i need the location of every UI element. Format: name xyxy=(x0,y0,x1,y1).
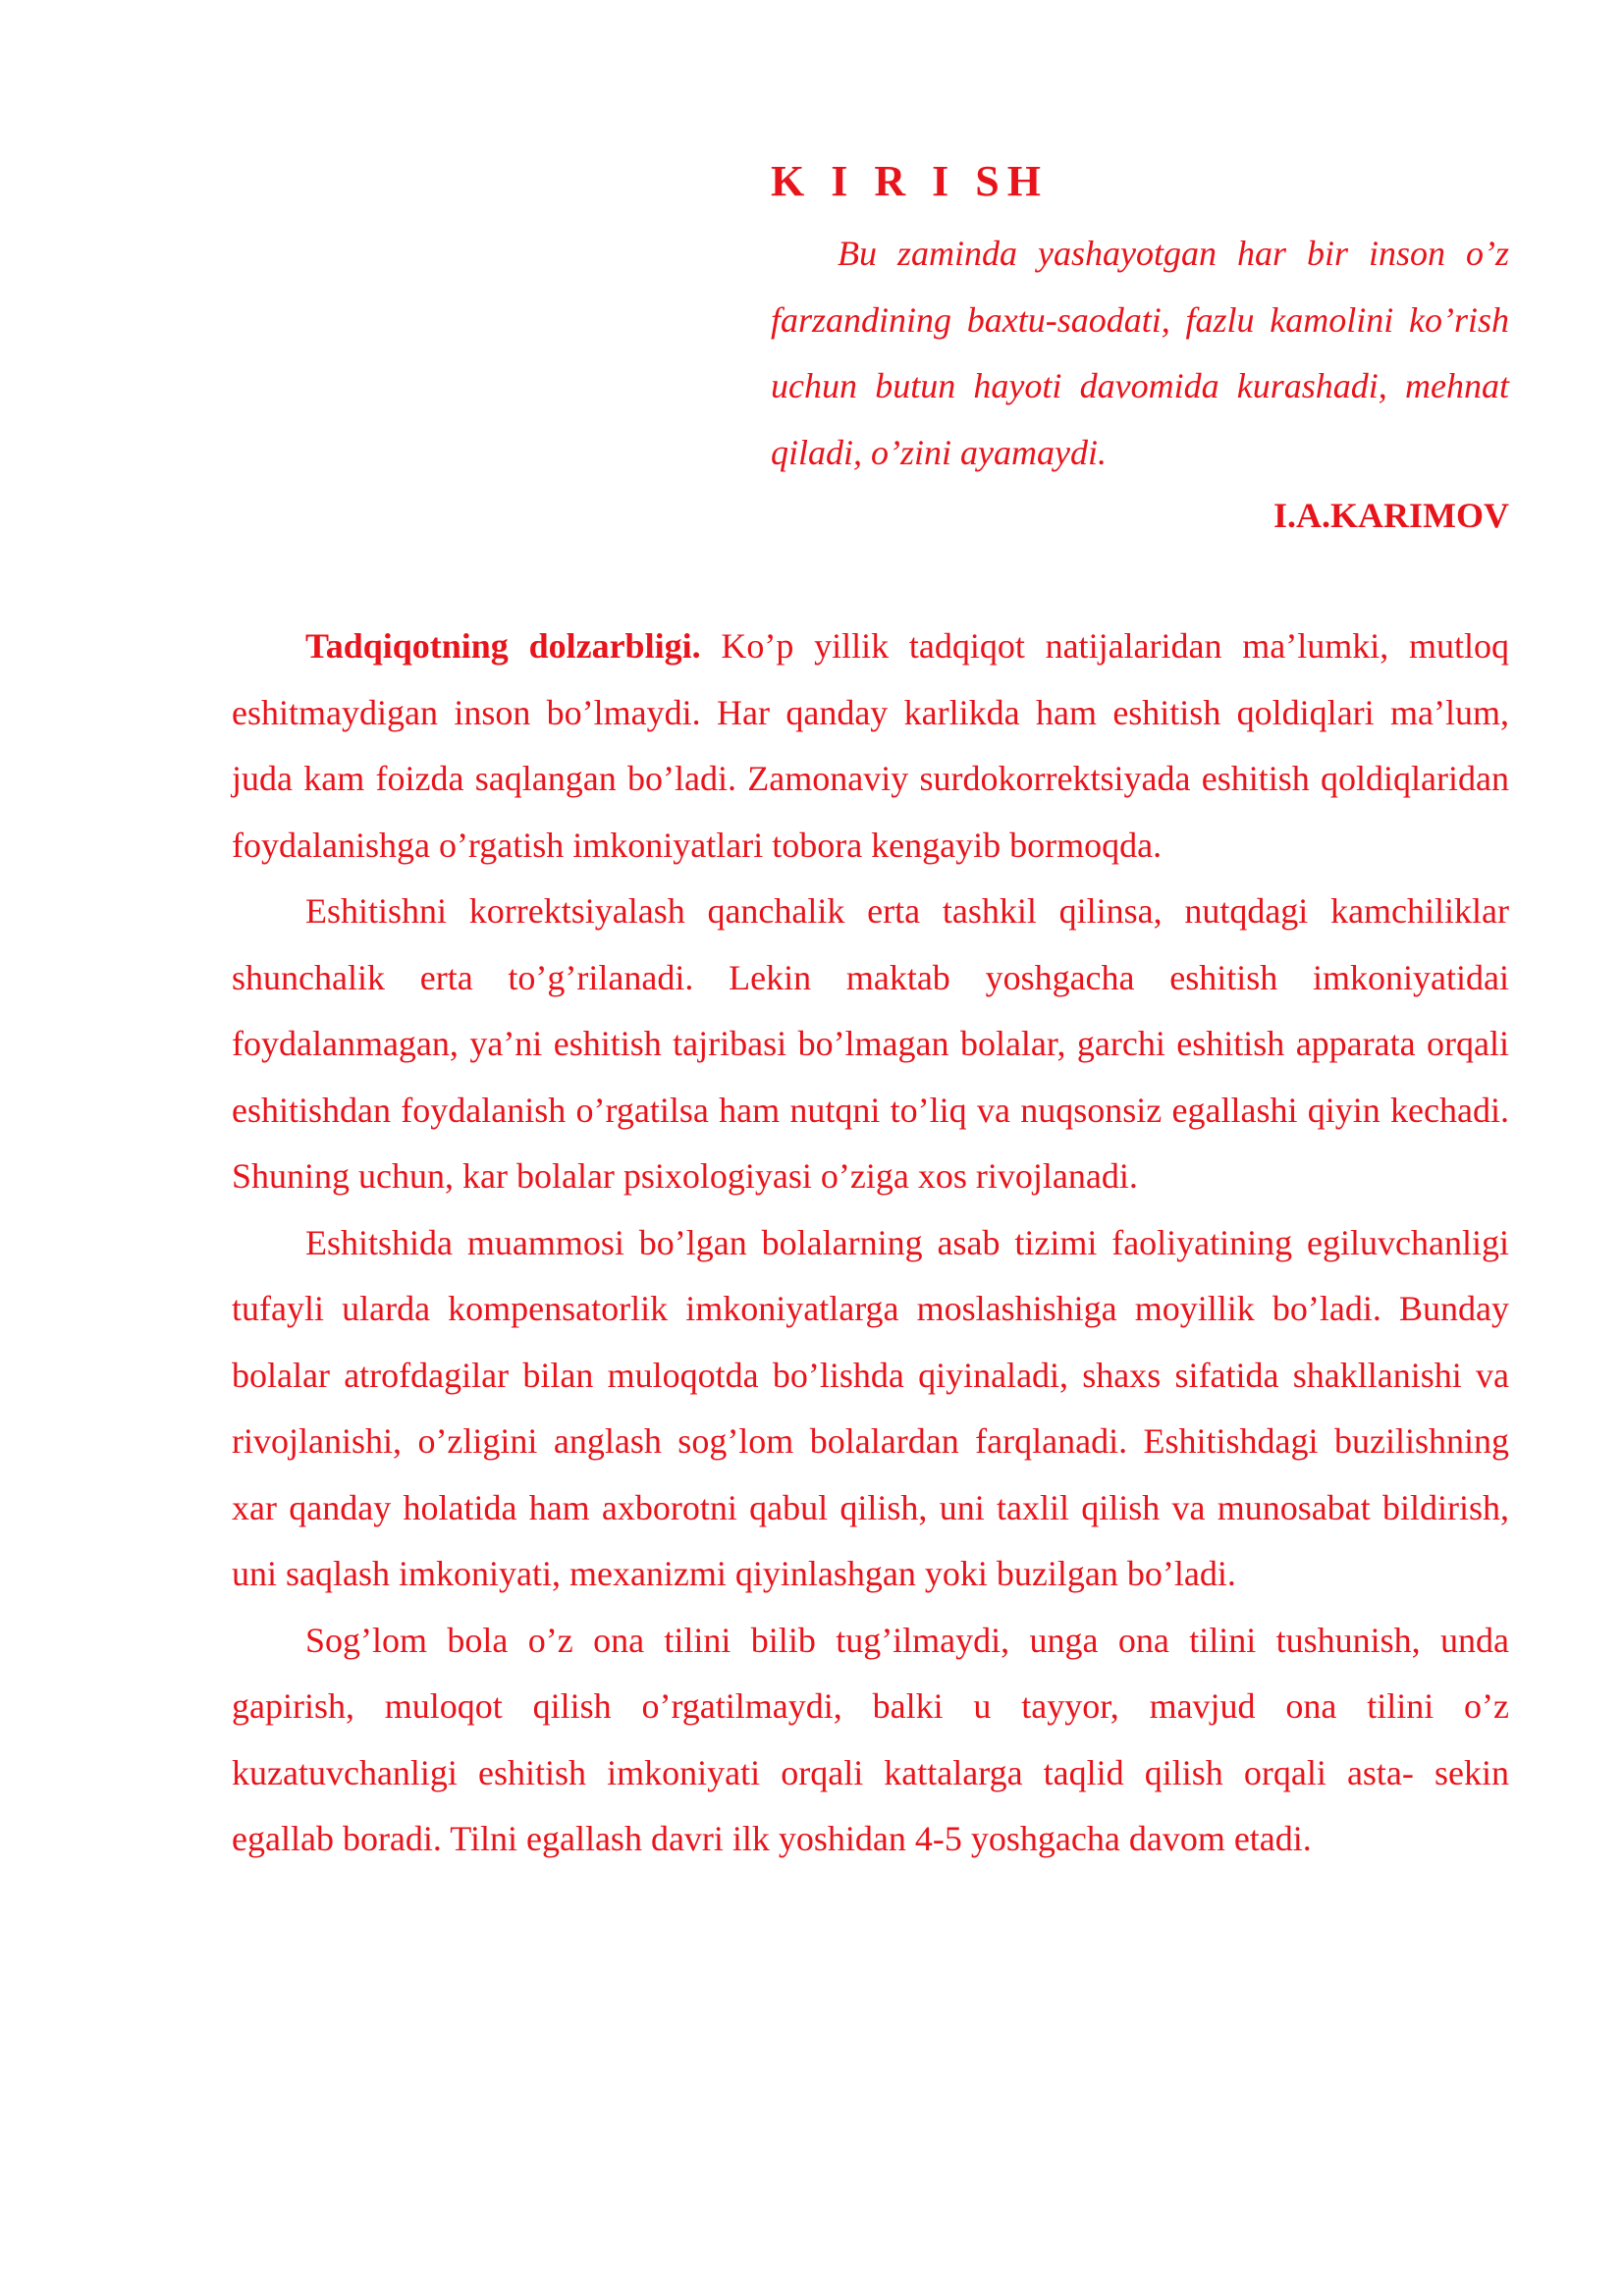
paragraph-lead-heading: Tadqiqotning dolzarbligi. xyxy=(305,626,701,666)
paragraph-text: Ko’p yillik tadqiqot natijalaridan ma’lumki, mutloq eshitmaydigan inson bo’lmaydi. Har qanday karlikda ham eshitish qoldiqlari ma’lum, juda kam foizda saqlangan bo’ladi. Zamonaviy surdokorrektsiyada eshitish qoldiqlaridan foydalanishga o’rgatish imkoniyatlari tobora kengayib bormoqda. xyxy=(232,626,1509,865)
epigraph-quote: Bu zaminda yashayotgan har bir inson o’z farzandining baxtu-saodati, fazlu kamolini ko’rish uchun butun hayoti davomida kurashadi, mehnat qiladi, o’zini ayamaydi. xyxy=(771,234,1509,472)
paragraph-relevance xyxy=(232,614,1509,879)
page-heading: K I R I SH xyxy=(771,157,1049,205)
epigraph-author: I.A.KARIMOV xyxy=(1273,496,1509,535)
paragraph: Eshitshida muammosi bo’lgan bolalarning asab tizimi faoliyatining egiluvchanligi tufayli ularda kompensatorlik imkoniyatlarga moslashishiga moyillik bo’ladi. Bunday bolalar atrofdagilar bilan muloqotda bo’lishda qiyinaladi, shaxs sifatida shakllanishi va rivojlanishi, o’zligini anglash sog’lom bolalardan farqlanadi. Eshitishdagi buzilishning xar qanday holatida ham axborotni qabul qilish, uni taxlil qilish va munosabat bildirish, uni saqlash imkoniyati, mexanizmi qiyinlashgan yoki buzilgan bo’ladi. xyxy=(232,1222,1509,1593)
paragraph: Sog’lom bola o’z ona tilini bilib tug’ilmaydi, unga ona tilini tushunish, unda gapirish, muloqot qilish o’rgatilmaydi, balki u tayyor, mavjud ona tilini o’z kuzatuvchanligi eshitish imkoniyati orqali kattalarga taqlid qilish orqali asta- sekin egallab boradi. Tilni egallash davri ilk yoshidan 4-5 yoshgacha davom etadi. xyxy=(232,1620,1509,1858)
body-text xyxy=(232,614,1509,1873)
paragraph: Eshitishni korrektsiyalash qanchalik erta tashkil qilinsa, nutqdagi kamchiliklar shunchalik erta to’g’rilanadi. Lekin maktab yoshgacha eshitish imkoniyatidai foydalanmagan, ya’ni eshitish tajribasi bo’lmagan bolalar, garchi eshitish apparata orqali eshitishdan foydalanish o’rgatilsa ham nutqni to’liq va nuqsonsiz egallashi qiyin kechadi. Shuning uchun, kar bolalar psixologiyasi o’ziga xos rivojlanadi. xyxy=(232,891,1509,1196)
